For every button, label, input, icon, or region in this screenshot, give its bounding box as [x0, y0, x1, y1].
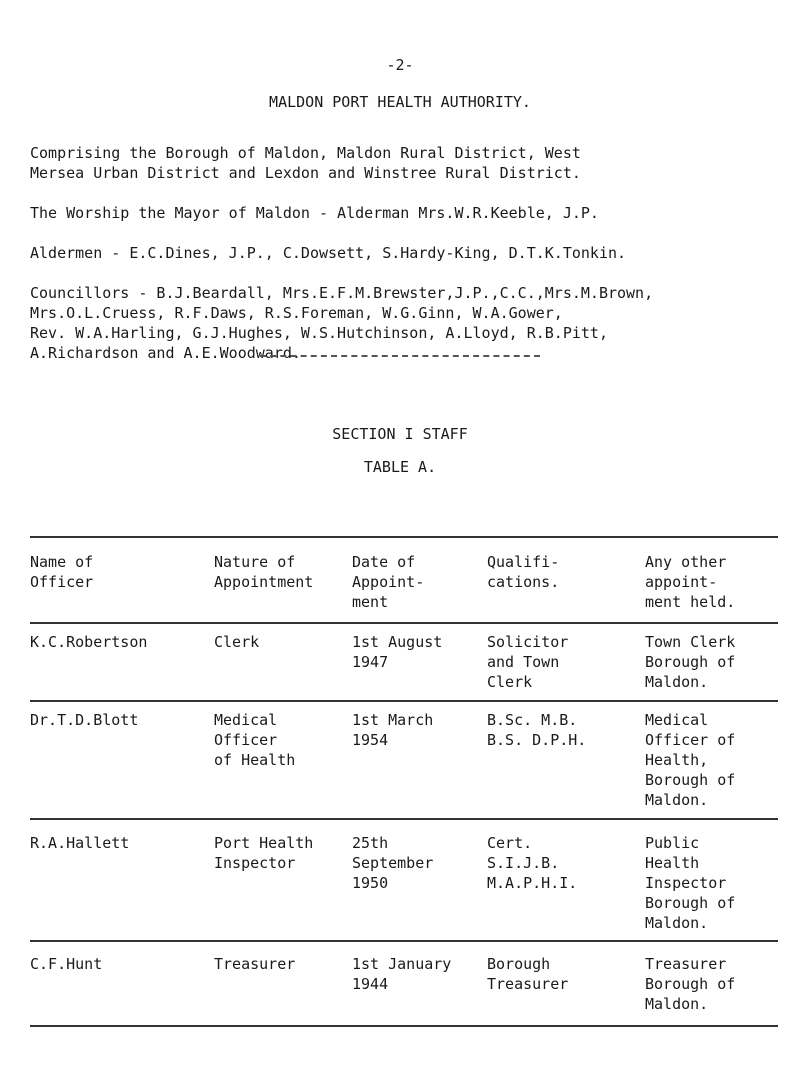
cell-nature: Treasurer [214, 955, 296, 973]
cell-nature: Port Health Inspector [214, 834, 314, 872]
table-rule [30, 818, 778, 820]
councillors-paragraph: Councillors - B.J.Beardall, Mrs.E.F.M.Brewster,J.P.,C.C.,Mrs.M.Brown, Mrs.O.L.Cruess, R.F.Daws, R.S.Foreman, W.G.Ginn, W.A.Gower, Rev. W.A.Harling, G.J.Hughes, W.S.Hutchinson, A.Lloyd, R.B.Pitt, A.Richardson and A.E.Woodward. [30, 284, 654, 362]
header-name: Name of Officer [30, 553, 94, 591]
cell-name: K.C.Robertson [30, 633, 148, 651]
table-rule [30, 536, 778, 538]
header-qualifications: Qualifi- cations. [487, 553, 560, 591]
aldermen-paragraph: Aldermen - E.C.Dines, J.P., C.Dowsett, S.Hardy-King, D.T.K.Tonkin. [30, 244, 627, 262]
table-rule [30, 1025, 778, 1027]
cell-nature: Clerk [214, 633, 260, 651]
comprising-paragraph: Comprising the Borough of Maldon, Maldon Rural District, West Mersea Urban District and Lexdon and Winstree Rural District. [30, 144, 581, 182]
page-number: -2- [386, 56, 414, 74]
cell-other-appointment: Treasurer Borough of Maldon. [645, 955, 736, 1013]
table-rule [30, 622, 778, 624]
table-rule [30, 940, 778, 942]
cell-date: 1st August 1947 [352, 633, 443, 671]
section-divider [260, 355, 540, 357]
cell-other-appointment: Public Health Inspector Borough of Maldon. [645, 834, 736, 932]
cell-date: 1st March 1954 [352, 711, 434, 749]
section-title: SECTION I STAFF [332, 425, 468, 443]
header-date: Date of Appoint- ment [352, 553, 425, 611]
mayor-paragraph: The Worship the Mayor of Maldon - Alderman Mrs.W.R.Keeble, J.P. [30, 204, 599, 222]
cell-name: Dr.T.D.Blott [30, 711, 139, 729]
cell-nature: Medical Officer of Health [214, 711, 296, 769]
document-title: MALDON PORT HEALTH AUTHORITY. [269, 93, 531, 111]
cell-qualifications: Borough Treasurer [487, 955, 569, 993]
cell-name: R.A.Hallett [30, 834, 130, 852]
cell-qualifications: Cert. S.I.J.B. M.A.P.H.I. [487, 834, 578, 892]
cell-other-appointment: Medical Officer of Health, Borough of Maldon. [645, 711, 736, 809]
table-title: TABLE A. [363, 458, 437, 476]
header-nature: Nature of Appointment [214, 553, 314, 591]
cell-qualifications: Solicitor and Town Clerk [487, 633, 569, 691]
cell-other-appointment: Town Clerk Borough of Maldon. [645, 633, 736, 691]
cell-name: C.F.Hunt [30, 955, 103, 973]
header-other-appointment: Any other appoint- ment held. [645, 553, 736, 611]
cell-date: 25th September 1950 [352, 834, 434, 892]
table-rule [30, 700, 778, 702]
cell-qualifications: B.Sc. M.B. B.S. D.P.H. [487, 711, 587, 749]
cell-date: 1st January 1944 [352, 955, 452, 993]
